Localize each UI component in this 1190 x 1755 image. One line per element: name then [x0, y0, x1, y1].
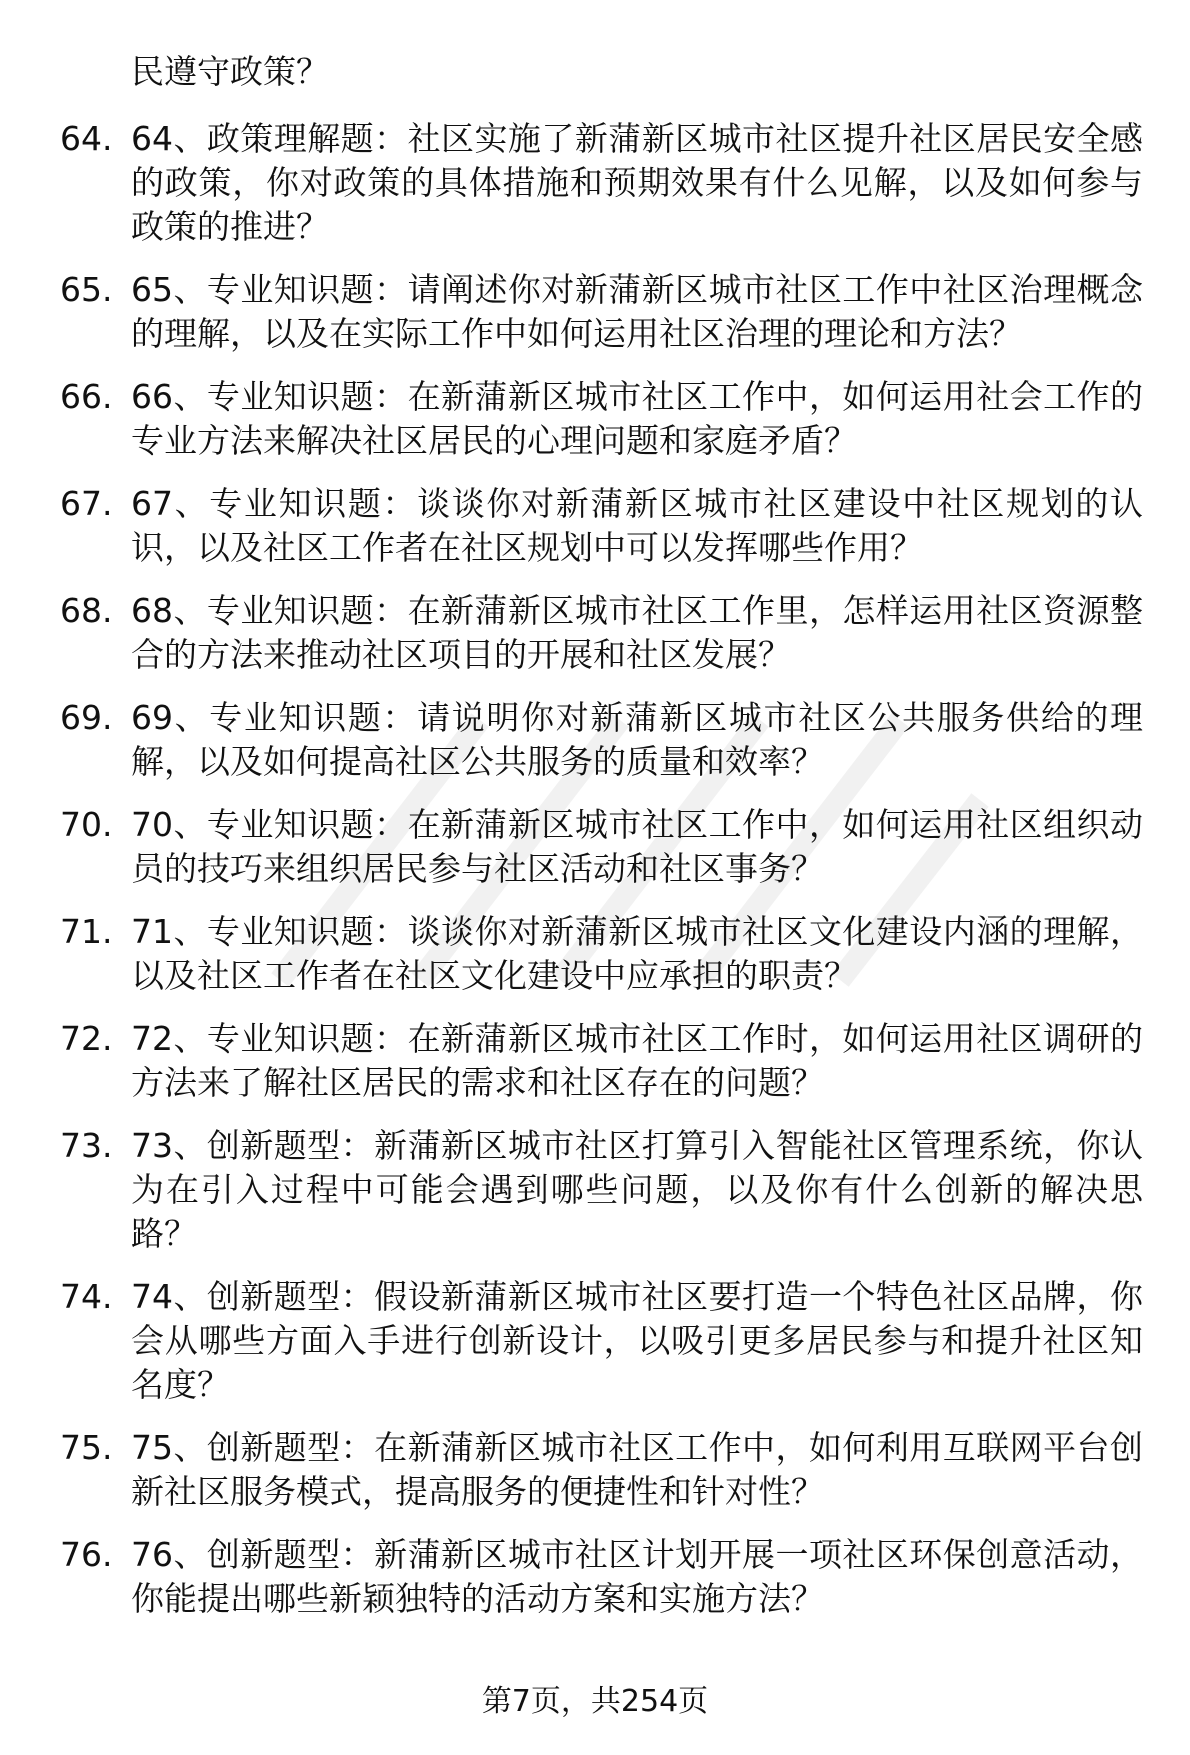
question-item [0, 696, 1190, 784]
question-item [0, 803, 1190, 891]
question-item [0, 1275, 1190, 1407]
question-item [0, 117, 1190, 249]
question-text: 72、专业知识题：在新蒲新区城市社区工作时，如何运用社区调研的方法来了解社区居民的需求和社区存在的问题？ [131, 1019, 1143, 1102]
question-number: 75. [60, 1428, 113, 1467]
question-item [0, 589, 1190, 677]
question-text: 65、专业知识题：请阐述你对新蒲新区城市社区工作中社区治理概念的理解，以及在实际工作中如何运用社区治理的理论和方法？ [131, 270, 1143, 353]
question-number: 69. [60, 698, 113, 737]
question-number: 67. [60, 484, 113, 523]
question-number: 70. [60, 805, 113, 844]
question-number: 73. [60, 1126, 113, 1165]
question-list [0, 117, 1190, 1640]
question-text: 75、创新题型：在新蒲新区城市社区工作中，如何利用互联网平台创新社区服务模式，提高服务的便捷性和针对性？ [131, 1428, 1143, 1511]
question-text: 74、创新题型：假设新蒲新区城市社区要打造一个特色社区品牌，你会从哪些方面入手进行创新设计，以吸引更多居民参与和提升社区知名度？ [131, 1277, 1143, 1404]
question-text: 71、专业知识题：谈谈你对新蒲新区城市社区文化建设内涵的理解，以及社区工作者在社区文化建设中应承担的职责？ [131, 912, 1143, 995]
question-item [0, 268, 1190, 356]
question-item [0, 1017, 1190, 1105]
question-text: 73、创新题型：新蒲新区城市社区打算引入智能社区管理系统，你认为在引入过程中可能会遇到哪些问题，以及你有什么创新的解决思路？ [131, 1126, 1143, 1253]
question-item [0, 1124, 1190, 1256]
question-text: 67、专业知识题：谈谈你对新蒲新区城市社区建设中社区规划的认识，以及社区工作者在社区规划中可以发挥哪些作用？ [131, 484, 1143, 567]
question-number: 74. [60, 1277, 113, 1316]
question-number: 71. [60, 912, 113, 951]
question-number: 68. [60, 591, 113, 630]
question-number: 76. [60, 1535, 113, 1574]
question-text: 66、专业知识题：在新蒲新区城市社区工作中，如何运用社会工作的专业方法来解决社区居民的心理问题和家庭矛盾？ [131, 377, 1143, 460]
question-number: 65. [60, 270, 113, 309]
question-item [0, 1533, 1190, 1621]
question-item [0, 375, 1190, 463]
question-item [0, 1426, 1190, 1514]
question-text: 68、专业知识题：在新蒲新区城市社区工作里，怎样运用社区资源整合的方法来推动社区项目的开展和社区发展？ [131, 591, 1143, 674]
question-item [0, 910, 1190, 998]
question-number: 66. [60, 377, 113, 416]
question-text: 76、创新题型：新蒲新区城市社区计划开展一项社区环保创意活动，你能提出哪些新颖独特的活动方案和实施方法？ [131, 1535, 1143, 1618]
question-text: 69、专业知识题：请说明你对新蒲新区城市社区公共服务供给的理解，以及如何提高社区公共服务的质量和效率？ [131, 698, 1143, 781]
question-number: 72. [60, 1019, 113, 1058]
question-text: 64、政策理解题：社区实施了新蒲新区城市社区提升社区居民安全感的政策，你对政策的具体措施和预期效果有什么见解，以及如何参与政策的推进？ [131, 119, 1143, 246]
question-item [0, 482, 1190, 570]
question-number: 64. [60, 119, 113, 158]
question-text: 70、专业知识题：在新蒲新区城市社区工作中，如何运用社区组织动员的技巧来组织居民参与社区活动和社区事务？ [131, 805, 1143, 888]
page-footer: 第7页，共254页 [481, 1684, 709, 1719]
continuation-text: 民遵守政策？ [131, 52, 329, 91]
